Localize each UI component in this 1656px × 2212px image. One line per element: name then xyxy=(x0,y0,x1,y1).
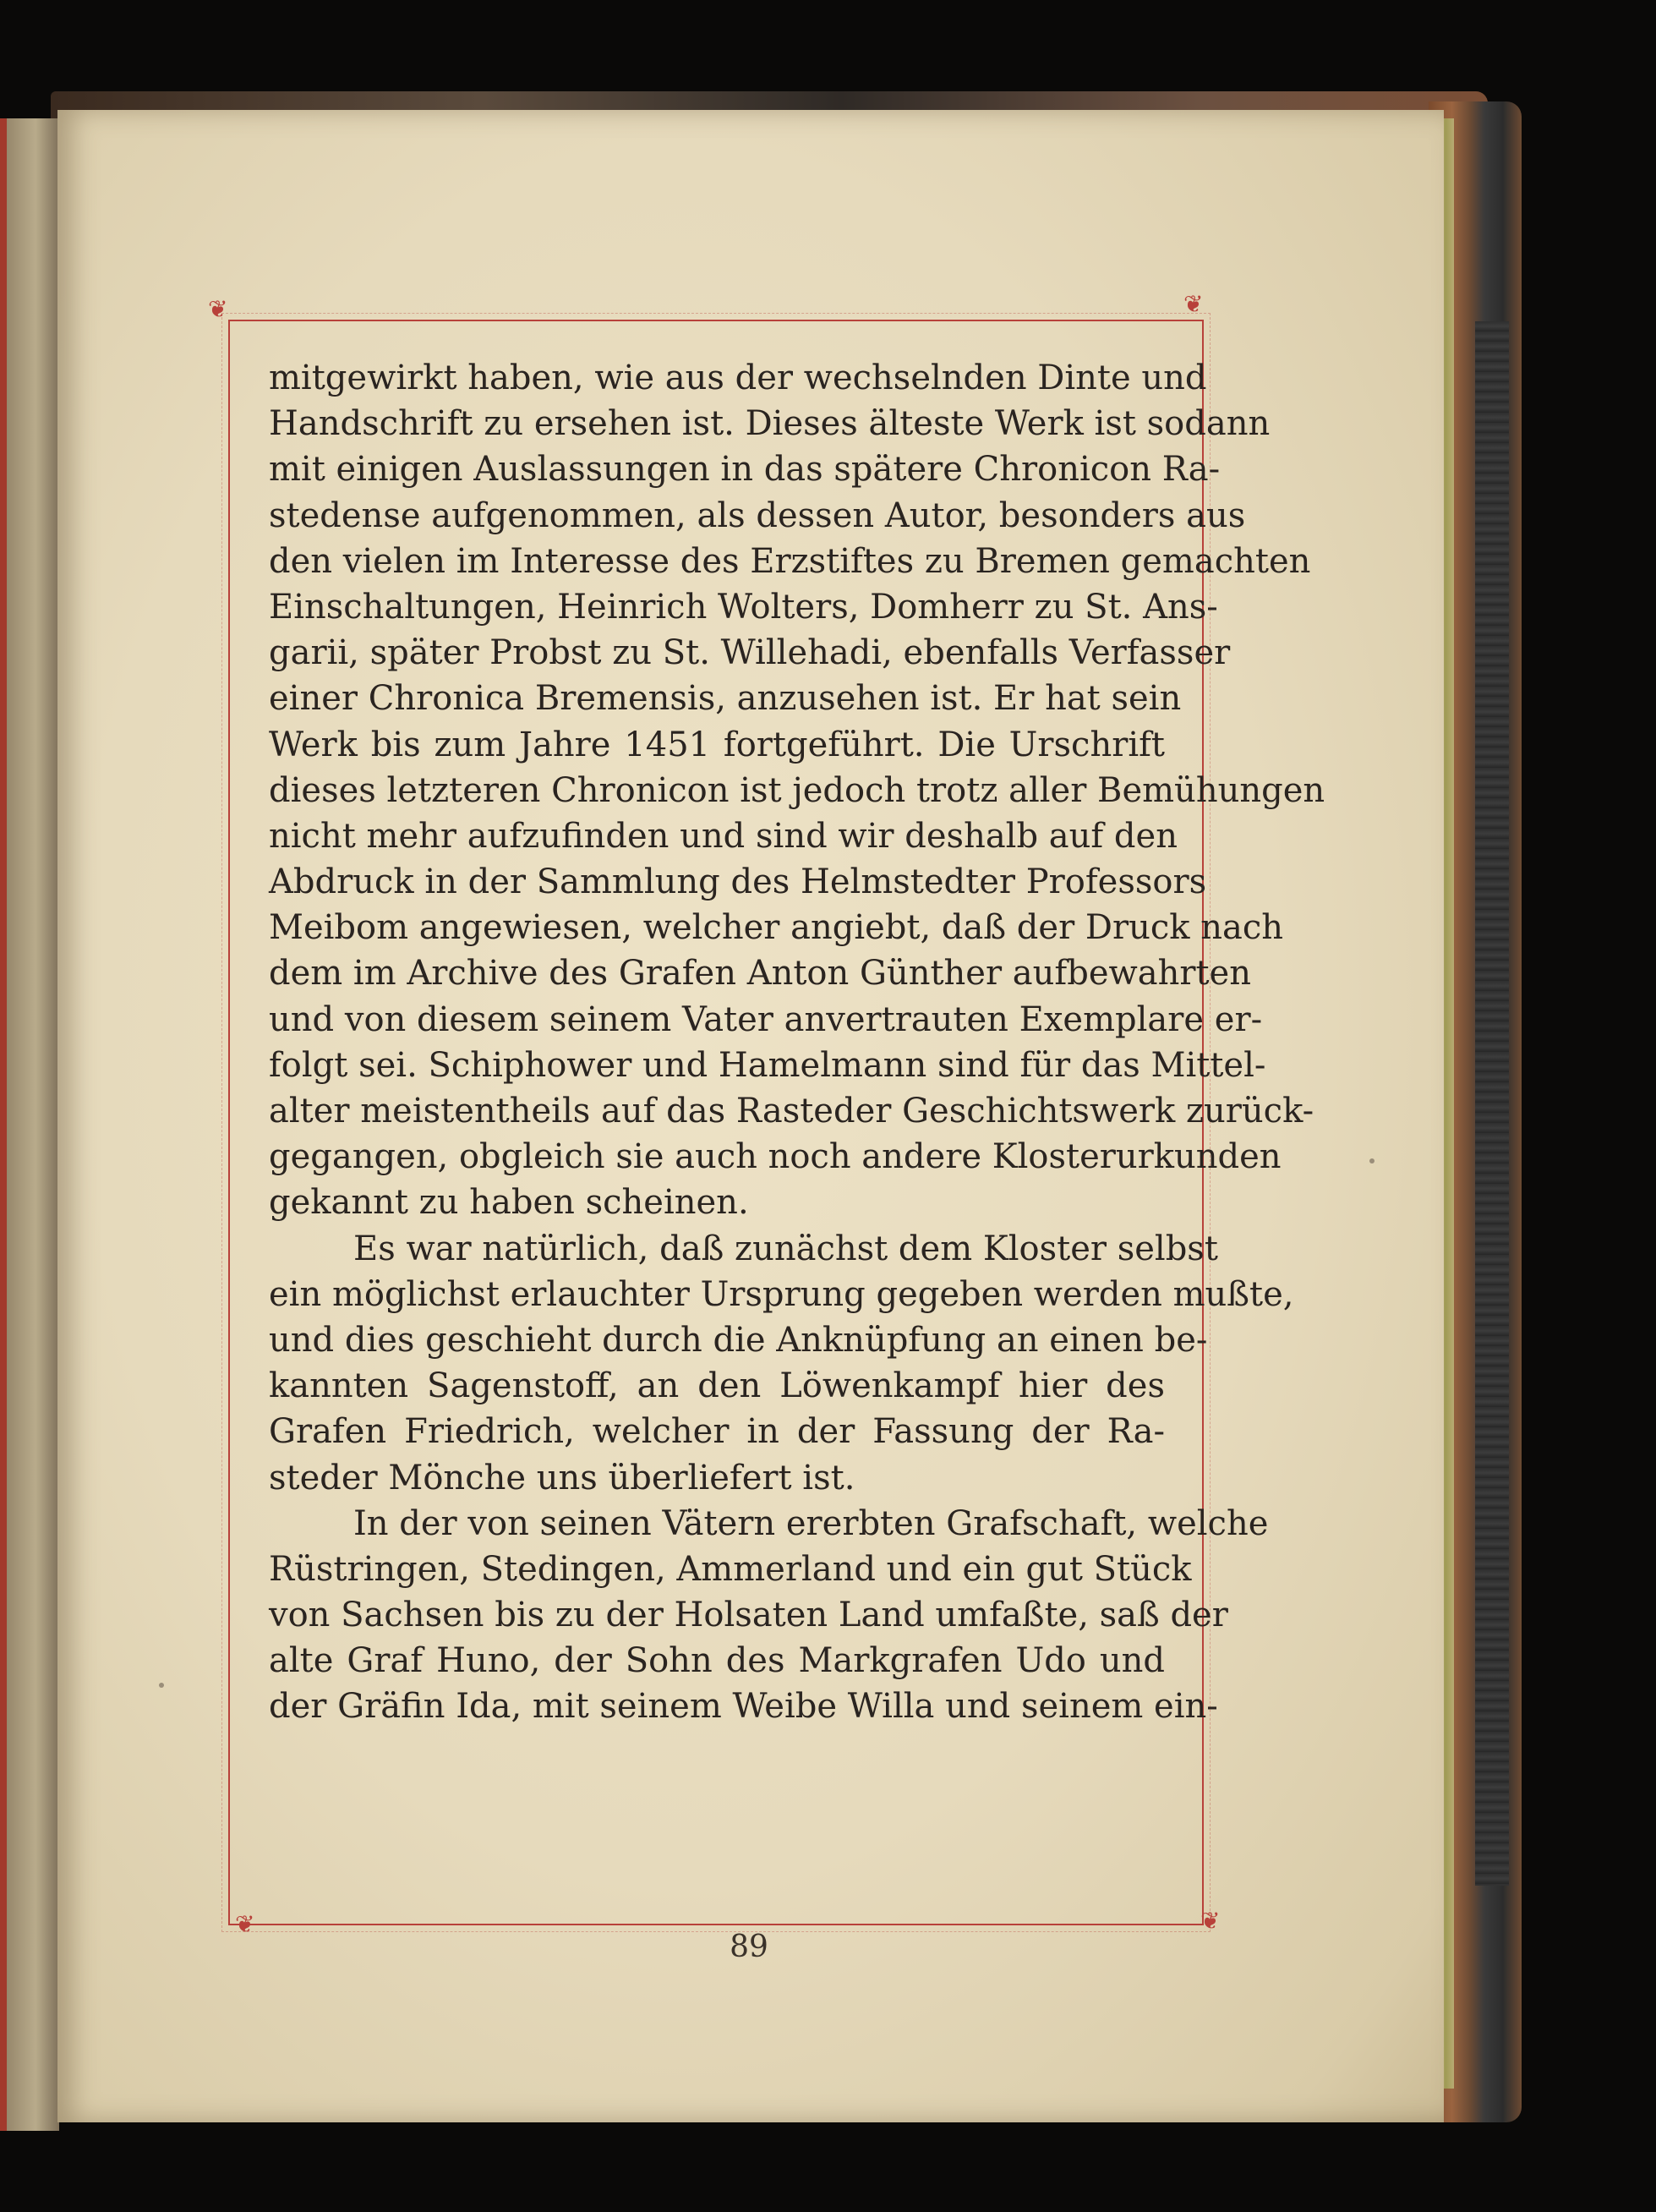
text-line: dem im Archive des Grafen Anton Günther aufbewahrten xyxy=(269,954,1251,994)
frame-corner-ornament-icon: ❦ xyxy=(1183,290,1204,318)
text-line: der Gräfin Ida, mit seinem Weibe Willa und seinem ein- xyxy=(269,1687,1218,1727)
page-number: 89 xyxy=(730,1930,768,1964)
body-text xyxy=(269,355,1325,1730)
text-line: Es war natürlich, daß zunächst dem Kloster selbst xyxy=(353,1229,1218,1268)
frame-corner-ornament-icon: ❦ xyxy=(235,1910,255,1938)
previous-page-edge xyxy=(0,118,59,2131)
text-line: mit einigen Auslassungen in das spätere Chronicon Ra- xyxy=(269,450,1221,490)
text-line: den vielen im Interesse des Erzstiftes zu Bremen gemachten xyxy=(269,541,1311,581)
text-line: ein möglichst erlauchter Ursprung gegeben werden mußte, xyxy=(269,1274,1294,1314)
text-line: stedense aufgenommen, als dessen Autor, besonders aus xyxy=(269,496,1246,535)
text-line: dieses letzteren Chronicon ist jedoch trotz aller Bemühungen xyxy=(269,770,1325,810)
paper-speck xyxy=(1369,1158,1375,1163)
text-line: In der von seinen Vätern ererbten Grafschaft, welche xyxy=(353,1503,1269,1543)
text-line: Grafen Friedrich, welcher in der Fassung der Ra- xyxy=(269,1412,1165,1452)
text-line: nicht mehr aufzufinden und sind wir deshalb auf den xyxy=(269,816,1178,856)
paper-speck xyxy=(159,1683,164,1688)
text-line: einer Chronica Bremensis, anzusehen ist. Er hat sein xyxy=(269,679,1182,719)
text-line: und von diesem seinem Vater anvertrauten Exemplare er- xyxy=(269,999,1263,1039)
text-line: und dies geschieht durch die Anknüpfung an einen be- xyxy=(269,1320,1208,1360)
text-line: folgt sei. Schiphower und Hamelmann sind für das Mittel- xyxy=(269,1045,1266,1085)
text-line: gegangen, obgleich sie auch noch andere Klosterurkunden xyxy=(269,1137,1282,1177)
frame-corner-ornament-icon: ❦ xyxy=(1200,1907,1221,1935)
text-line: gekannt zu haben scheinen. xyxy=(269,1183,749,1223)
text-line: Einschaltungen, Heinrich Wolters, Domherr zu St. Ans- xyxy=(269,587,1218,627)
text-line: alte Graf Huno, der Sohn des Markgrafen Udo und xyxy=(269,1641,1165,1681)
book-cover-texture xyxy=(1475,321,1509,1886)
text-line: von Sachsen bis zu der Holsaten Land umfaßte, saß der xyxy=(269,1596,1228,1635)
text-line: garii, später Probst zu St. Willehadi, ebenfalls Verfasser xyxy=(269,633,1231,673)
text-line: kannten Sagenstoff, an den Löwenkampf hier des xyxy=(269,1366,1165,1406)
text-line: Meibom angewiesen, welcher angiebt, daß der Druck nach xyxy=(269,908,1283,948)
text-line: mitgewirkt haben, wie aus der wechselnden Dinte und xyxy=(269,359,1207,397)
frame-corner-ornament-icon: ❦ xyxy=(208,295,228,323)
text-line: alter meistentheils auf das Rasteder Geschichtswerk zurück- xyxy=(269,1092,1314,1131)
text-line: Abdruck in der Sammlung des Helmstedter Professors xyxy=(269,862,1207,902)
text-line: Handschrift zu ersehen ist. Dieses älteste Werk ist sodann xyxy=(269,404,1271,444)
text-line: Rüstringen, Stedingen, Ammerland und ein gut Stück xyxy=(269,1549,1192,1589)
previous-page-red-edge xyxy=(0,118,7,2131)
text-line: Werk bis zum Jahre 1451 fortgeführt. Die Urschrift xyxy=(269,725,1165,764)
text-line: steder Mönche uns überliefert ist. xyxy=(269,1458,855,1497)
